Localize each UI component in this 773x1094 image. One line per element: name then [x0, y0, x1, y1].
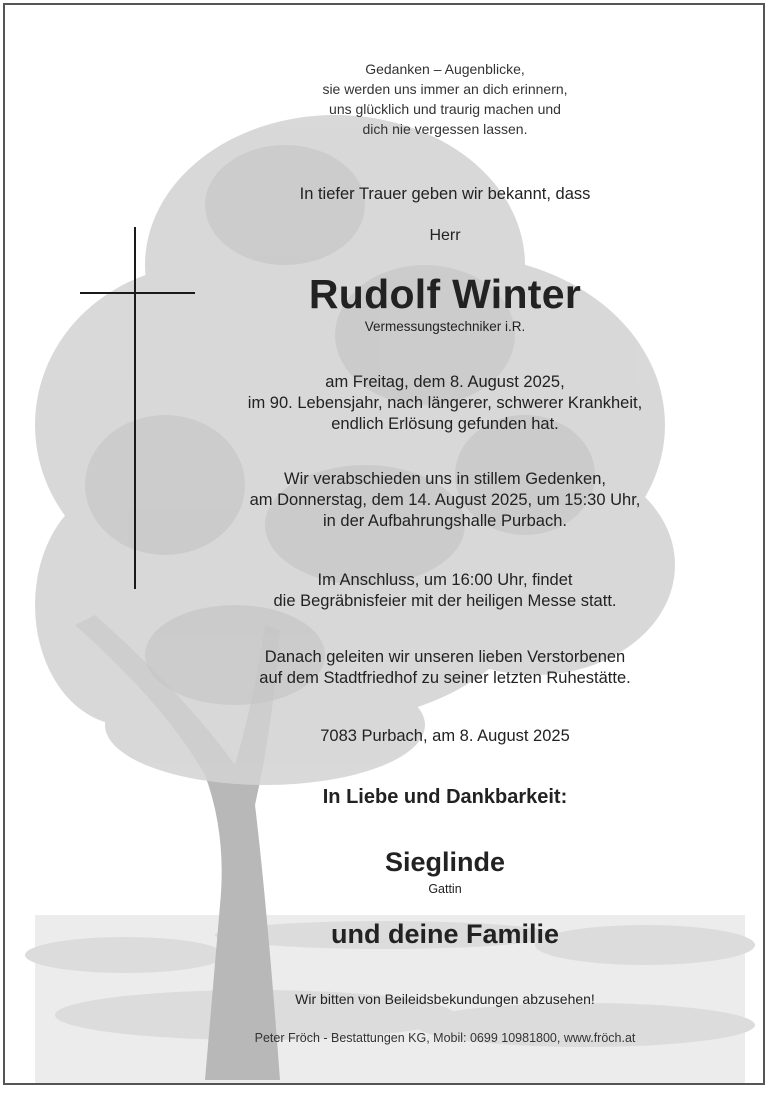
paragraph-line: Danach geleiten wir unseren lieben Verstorbenen — [264, 648, 626, 666]
spouse-relation: Gattin — [428, 882, 462, 896]
service-paragraph — [145, 570, 745, 612]
farewell-paragraph — [145, 469, 745, 532]
deceased-profession: Vermessungstechniker i.R. — [364, 319, 526, 334]
funeral-home-footer: Peter Fröch - Bestattungen KG, Mobil: 0699 10981800, www.fröch.at — [254, 1031, 636, 1045]
family-signature: und deine Familie — [330, 919, 560, 949]
obituary-card — [3, 3, 765, 1085]
closing-phrase: In Liebe und Dankbarkeit: — [322, 786, 568, 808]
paragraph-line: am Freitag, dem 8. August 2025, — [325, 373, 565, 391]
paragraph-line: Wir verabschieden uns in stillem Gedenken, — [284, 470, 606, 488]
deceased-name: Rudolf Winter — [308, 271, 582, 317]
announcement-intro: In tiefer Trauer geben wir bekannt, dass — [299, 185, 591, 203]
paragraph-line: auf dem Stadtfriedhof zu seiner letzten Ruhestätte. — [259, 669, 631, 687]
paragraph-line: am Donnerstag, dem 14. August 2025, um 15:30 Uhr, — [249, 491, 641, 509]
verse-line: Gedanken – Augenblicke, — [365, 61, 525, 77]
paragraph-line: die Begräbnisfeier mit der heiligen Messe statt. — [273, 592, 617, 610]
salutation: Herr — [429, 227, 461, 244]
burial-paragraph — [145, 647, 745, 689]
paragraph-line: endlich Erlösung gefunden hat. — [331, 415, 559, 433]
condolence-request: Wir bitten von Beileidsbekundungen abzusehen! — [295, 991, 595, 1007]
cross-icon — [134, 227, 136, 589]
memorial-verse — [145, 59, 745, 139]
death-paragraph — [145, 372, 745, 435]
verse-line: sie werden uns immer an dich erinnern, — [322, 81, 568, 97]
paragraph-line: in der Aufbahrungshalle Purbach. — [322, 512, 567, 530]
paragraph-line: im 90. Lebensjahr, nach längerer, schwerer Krankheit, — [247, 394, 643, 412]
place-date: 7083 Purbach, am 8. August 2025 — [320, 727, 570, 745]
spouse-name: Sieglinde — [384, 847, 506, 877]
verse-line: dich nie vergessen lassen. — [362, 121, 528, 137]
verse-line: uns glücklich und traurig machen und — [329, 101, 561, 117]
paragraph-line: Im Anschluss, um 16:00 Uhr, findet — [317, 571, 573, 589]
